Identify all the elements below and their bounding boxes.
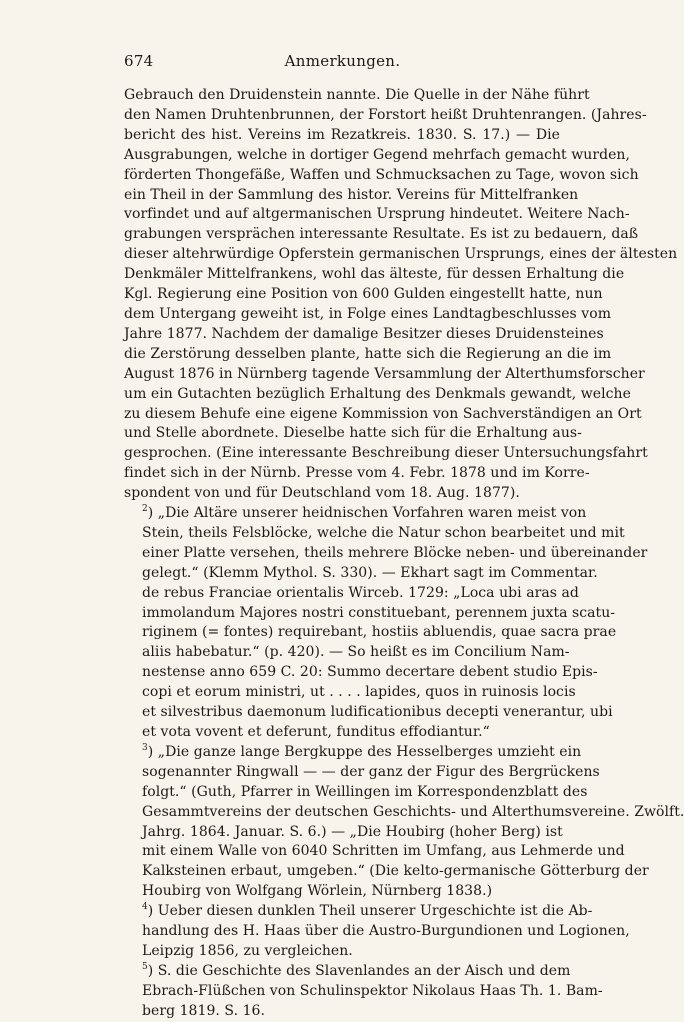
line-text: Ausgrabungen, welche in dortiger Gegend mehrfach gemacht wurden,	[124, 146, 630, 163]
page-body	[124, 86, 684, 1022]
footnote-5	[124, 961, 603, 1022]
line-text: handlung des H. Haas über die Austro-Burgundionen und Logionen,	[142, 923, 630, 940]
text-line	[124, 325, 604, 345]
text-line	[124, 444, 648, 464]
footnote-marker: 4	[142, 902, 148, 913]
text-line	[124, 723, 560, 743]
line-text: nestense anno 659 C. 20: Summo decertare debent studio Epis-	[142, 664, 598, 681]
text-line	[124, 584, 579, 604]
line-text: ) S. die Geschichte des Slavenlandes an der Aisch und dem	[147, 962, 571, 979]
text-line	[124, 86, 590, 106]
footnote-4	[124, 902, 630, 962]
text-line	[124, 982, 603, 1002]
text-line	[124, 643, 570, 663]
line-text: Jahrg. 1864. Januar. S. 6.) — „Die Houbirg (hoher Berg) ist	[142, 823, 563, 840]
text-line	[124, 524, 625, 544]
line-text: Houbirg von Wolfgang Wörlein, Nürnberg 1838.)	[142, 883, 493, 900]
page-header	[124, 52, 561, 76]
text-line	[124, 205, 630, 225]
text-line	[124, 763, 600, 783]
page-number: 674	[124, 52, 154, 70]
text-line	[124, 385, 631, 405]
text-line	[124, 265, 625, 285]
footnote-marker: 5	[142, 961, 148, 972]
line-text: Leipzig 1856, zu vergleichen.	[142, 942, 353, 959]
text-line	[124, 783, 588, 803]
line-text: Jahre 1877. Nachdem der damalige Besitzer dieses Druidensteines	[124, 325, 604, 342]
text-line	[124, 126, 560, 146]
text-line	[124, 961, 571, 982]
footnote-3	[124, 742, 684, 902]
line-text: findet sich in der Nürnb. Presse vom 4. Febr. 1878 und im Korre-	[124, 465, 590, 482]
line-text: ein Theil in der Sammlung des histor. Vereins für Mittelfranken	[124, 186, 579, 203]
line-text: um ein Gutachten bezüglich Erhaltung des Denkmals gewandt, welche	[124, 385, 631, 402]
text-line	[124, 623, 617, 643]
line-text: copi et eorum ministri, ut . . . . lapides, quos in ruinosis locis	[142, 684, 576, 701]
line-text: die Zerstörung desselben plante, hatte sich die Regierung an die im	[124, 345, 612, 362]
line-text: einer Platte versehen, theils mehrere Blöcke neben- und übereinander	[142, 544, 648, 561]
line-text: bericht des hist. Vereins im Rezatkreis. 1830. S. 17.) — Die	[124, 126, 560, 143]
line-text: et silvestribus daemonum ludificationibus decepti venerantur, ubi	[142, 704, 613, 721]
text-line	[124, 166, 639, 186]
text-line	[124, 345, 612, 365]
line-text: mit einem Walle von 6040 Schritten im Umfang, aus Lehmerde und	[142, 843, 625, 860]
line-text: grabungen versprächen interessante Resultate. Es ist zu bedauern, daß	[124, 226, 639, 243]
line-text: et vota vovent et deferunt, funditus effodiantur.“	[142, 724, 490, 740]
text-line	[124, 186, 579, 206]
text-line	[124, 823, 563, 843]
line-text: August 1876 in Nürnberg tagende Versammlung der Alterthumsforscher	[124, 365, 645, 382]
line-text: riginem (= fontes) requirebant, hostiis abluendis, quae sacra prae	[142, 624, 617, 641]
line-text: und Stelle abordnete. Dieselbe hatte sich für die Erhaltung aus-	[124, 425, 582, 442]
line-text: immolandum Majores nostri constituebant, perennem juxta scatu-	[142, 604, 616, 621]
text-line	[124, 663, 598, 683]
line-text: zu diesem Behufe eine eigene Kommission von Sachverständigen an Ort	[124, 405, 642, 422]
running-title: Anmerkungen.	[284, 52, 401, 70]
line-text: sogenannter Ringwall — — der ganz der Figur des Bergrückens	[142, 763, 600, 780]
text-line	[124, 922, 630, 942]
text-line	[124, 564, 598, 584]
text-line	[124, 1002, 560, 1022]
text-line	[124, 604, 616, 624]
line-text: spondent von und für Deutschland vom 18. Aug. 1877).	[124, 485, 520, 502]
text-line	[124, 424, 582, 444]
text-line	[124, 464, 590, 484]
text-line	[124, 106, 647, 126]
line-text: Gesammtvereins der deutschen Geschichts- und Alterthumsvereine. Zwölft.	[142, 803, 684, 820]
line-text: Kgl. Regierung eine Position von 600 Gulden eingestellt hatte, nun	[124, 286, 603, 303]
line-text: dieser altehrwürdige Opferstein germanischen Ursprungs, eines der ältesten	[124, 246, 678, 263]
text-line	[124, 803, 684, 823]
line-text: den Namen Druhtenbrunnen, der Forstort heißt Druhtenrangen. (Jahres-	[124, 106, 647, 123]
line-text: de rebus Franciae orientalis Wirceb. 1729: „Loca ubi aras ad	[142, 584, 579, 601]
line-text: gelegt.“ (Klemm Mythol. S. 330). — Ekhart sagt im Commentar.	[142, 564, 598, 581]
text-line	[124, 285, 603, 305]
footnote-marker: 2	[142, 504, 148, 515]
paragraph-continuation	[124, 86, 678, 504]
text-line	[124, 742, 582, 763]
line-text: folgt.“ (Guth, Pfarrer in Weillingen im Korrespondenzblatt des	[142, 783, 588, 800]
line-text: vorfindet und auf altgermanischen Ursprung hindeutet. Weitere Nach-	[124, 206, 630, 223]
line-text: förderten Thongefäße, Waffen und Schmucksachen zu Tage, wovon sich	[124, 166, 639, 183]
text-line	[124, 703, 613, 723]
text-line	[124, 504, 587, 524]
line-text: Kalksteinen erbaut, umgeben.“ (Die kelto-germanische Götterburg der	[142, 863, 649, 880]
text-line	[124, 146, 630, 166]
line-text: Ebrach-Flüßchen von Schulinspektor Nikolaus Haas Th. 1. Bam-	[142, 982, 603, 999]
footnote-2	[124, 504, 648, 743]
line-text: ) „Die ganze lange Bergkuppe des Hesselberges umzieht ein	[147, 743, 582, 760]
text-line	[124, 305, 612, 325]
line-text: ) Ueber diesen dunklen Theil unserer Urgeschichte ist die Ab-	[147, 903, 593, 920]
line-text: Gebrauch den Druidenstein nannte. Die Quelle in der Nähe führt	[124, 87, 590, 103]
footnote-marker: 3	[142, 742, 148, 753]
line-text: ) „Die Altäre unserer heidnischen Vorfahren waren meist von	[147, 505, 587, 522]
line-text: berg 1819. S. 16.	[142, 1002, 265, 1019]
text-line	[124, 683, 576, 703]
text-line	[124, 882, 560, 902]
text-line	[124, 484, 560, 504]
text-line	[124, 365, 645, 385]
text-line	[124, 405, 642, 425]
text-line	[124, 245, 678, 265]
text-line	[124, 862, 649, 882]
text-line	[124, 942, 560, 962]
text-line	[124, 902, 593, 922]
text-line	[124, 842, 625, 862]
text-line	[124, 544, 648, 564]
line-text: gesprochen. (Eine interessante Beschreibung dieser Untersuchungsfahrt	[124, 445, 648, 462]
line-text: aliis habebatur.“ (p. 420). — So heißt es im Concilium Nam-	[142, 644, 570, 661]
line-text: Stein, theils Felsblöcke, welche die Natur schon bearbeitet und mit	[142, 524, 625, 541]
line-text: Denkmäler Mittelfrankens, wohl das älteste, für dessen Erhaltung die	[124, 266, 625, 283]
text-line	[124, 225, 639, 245]
line-text: dem Untergang geweiht ist, in Folge eines Landtagbeschlusses vom	[124, 305, 612, 322]
